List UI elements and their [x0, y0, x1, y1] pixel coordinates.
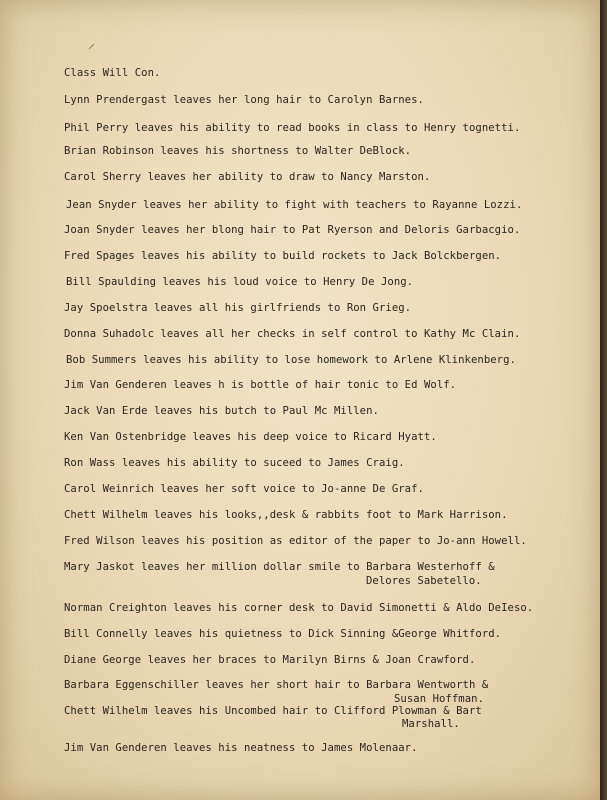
will-line: Barbara Eggenschiller leaves her short hair to Barbara Wentworth &	[64, 679, 489, 691]
will-line: Bob Summers leaves his ability to lose homework to Arlene Klinkenberg.	[66, 354, 516, 366]
will-line: Jean Snyder leaves her ability to fight with teachers to Rayanne Lozzi.	[66, 199, 523, 211]
will-line: Diane George leaves her braces to Marilyn Birns & Joan Crawford.	[64, 654, 476, 666]
will-line: Chett Wilhelm leaves his Uncombed hair to Clifford Plowman & Bart	[64, 705, 482, 717]
will-line: Norman Creighton leaves his corner desk to David Simonetti & Aldo DeIeso.	[64, 602, 534, 614]
heading: Class Will Con.	[64, 67, 161, 79]
will-line: Jim Van Genderen leaves his neatness to James Molenaar.	[64, 742, 418, 754]
will-line: Ron Wass leaves his ability to suceed to James Craig.	[64, 457, 405, 469]
will-line: Lynn Prendergast leaves her long hair to Carolyn Barnes.	[64, 94, 424, 106]
will-line: Jay Spoelstra leaves all his girlfriends to Ron Grieg.	[64, 302, 412, 314]
will-line-continuation: Marshall.	[402, 718, 460, 730]
will-line: Bill Spaulding leaves his loud voice to Henry De Jong.	[66, 276, 414, 288]
will-line-continuation: Delores Sabetello.	[366, 575, 482, 587]
will-line: Jim Van Genderen leaves h is bottle of hair tonic to Ed Wolf.	[64, 379, 457, 391]
will-line: Bill Connelly leaves his quietness to Dick Sinning &George Whitford.	[64, 628, 502, 640]
will-line: Brian Robinson leaves his shortness to Walter DeBlock.	[64, 145, 412, 157]
will-line: Mary Jaskot leaves her million dollar smile to Barbara Westerhoff &	[64, 561, 495, 573]
will-line: Carol Weinrich leaves her soft voice to Jo-anne De Graf.	[64, 483, 424, 495]
page-edge	[600, 0, 607, 800]
will-line: Phil Perry leaves his ability to read books in class to Henry tognetti.	[64, 122, 521, 134]
will-line: Fred Spages leaves his ability to build rockets to Jack Bolckbergen.	[64, 250, 502, 262]
will-line: Ken Van Ostenbridge leaves his deep voice to Ricard Hyatt.	[64, 431, 437, 443]
pencil-mark-icon: ⸝	[88, 36, 95, 52]
will-line: Jack Van Erde leaves his butch to Paul Mc Millen.	[64, 405, 379, 417]
will-line: Fred Wilson leaves his position as editor of the paper to Jo-ann Howell.	[64, 535, 527, 547]
will-line-continuation: Susan Hoffman.	[394, 693, 484, 705]
will-line: Carol Sherry leaves her ability to draw to Nancy Marston.	[64, 171, 431, 183]
will-line: Donna Suhadolc leaves all her checks in self control to Kathy Mc Clain.	[64, 328, 521, 340]
will-line: Chett Wilhelm leaves his looks,,desk & rabbits foot to Mark Harrison.	[64, 509, 508, 521]
will-line: Joan Snyder leaves her blong hair to Pat Ryerson and Deloris Garbacgio.	[64, 224, 521, 236]
